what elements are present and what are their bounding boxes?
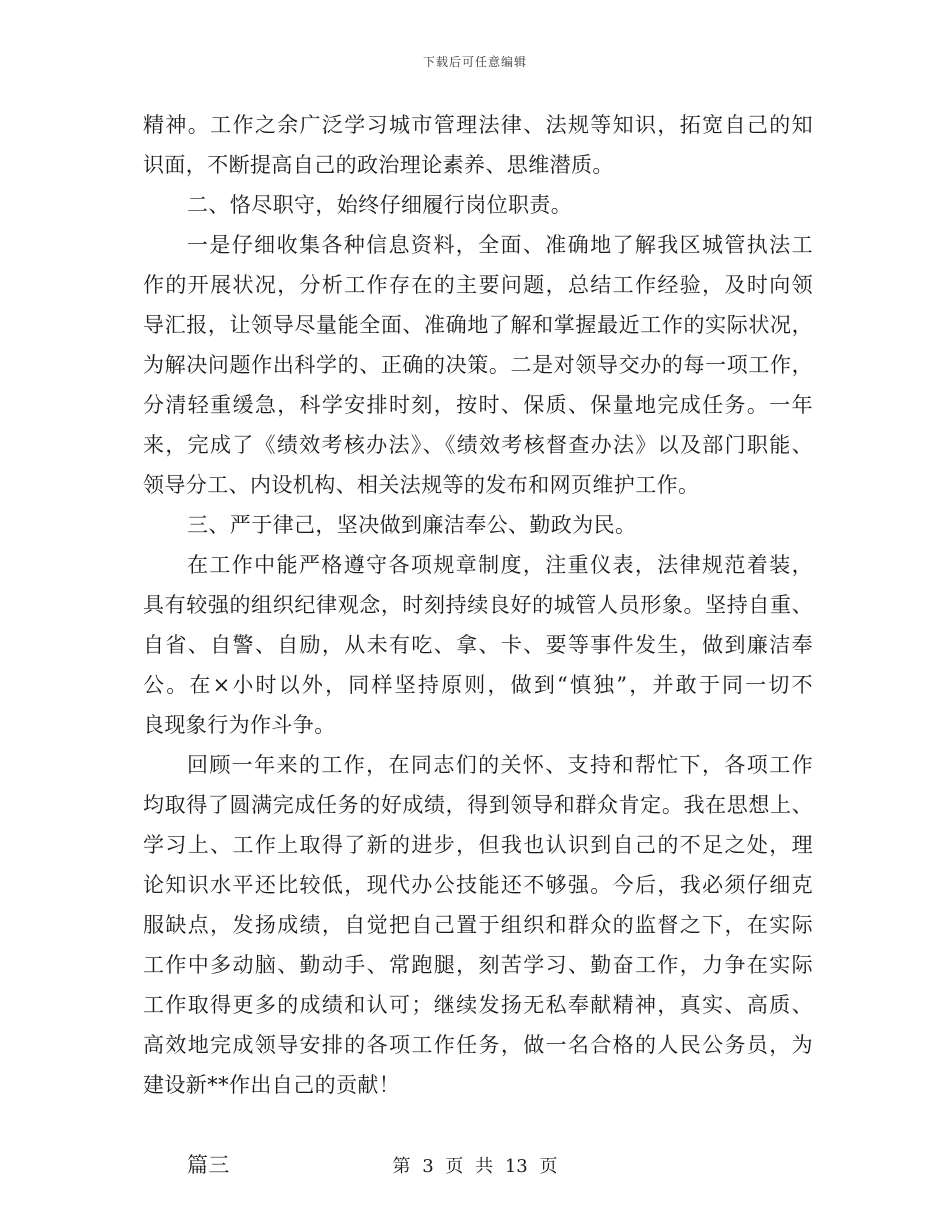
- body-line: 服缺点，发扬成绩，自觉把自己置于组织和群众的监督之下，在实际: [143, 913, 813, 937]
- body-line: 回顾一年来的工作，在同志们的关怀、支持和帮忙下，各项工作: [187, 753, 813, 777]
- body-line: 为解决问题作出科学的、正确的决策。二是对领导交办的每一项工作，: [143, 353, 813, 377]
- body-line: 具有较强的组织纪律观念，时刻持续良好的城管人员形象。坚持自重、: [143, 593, 813, 617]
- body-line: 论知识水平还比较低，现代办公技能还不够强。今后，我必须仔细克: [143, 873, 813, 897]
- document-body: [143, 105, 813, 1185]
- body-line: 均取得了圆满完成任务的好成绩，得到领导和群众肯定。我在思想上、: [143, 793, 813, 817]
- body-line: 精神。工作之余广泛学习城市管理法律、法规等知识，拓宽自己的知: [143, 113, 813, 137]
- body-line: 自省、自警、自励，从未有吃、拿、卡、要等事件发生，做到廉洁奉: [143, 633, 813, 657]
- section-heading: 三、严于律己，坚决做到廉洁奉公、勤政为民。: [187, 513, 637, 537]
- body-line: 导汇报，让领导尽量能全面、准确地了解和掌握最近工作的实际状况，: [143, 313, 813, 337]
- body-line: 公。在×小时以外，同样坚持原则，做到“慎独”，并敢于同一切不: [143, 673, 813, 697]
- body-line: 学习上、工作上取得了新的进步，但我也认识到自己的不足之处，理: [143, 833, 813, 857]
- body-line: 来，完成了《绩效考核办法》、《绩效考核督查办法》以及部门职能、: [143, 433, 813, 457]
- body-line: 高效地完成领导安排的各项工作任务，做一名合格的人民公务员，为: [143, 1033, 813, 1057]
- body-line: 建设新**作出自己的贡献！: [143, 1073, 401, 1097]
- page-footer: 第 3 页 共 13 页: [392, 1156, 558, 1177]
- body-line: 领导分工、内设机构、相关法规等的发布和网页维护工作。: [143, 473, 700, 497]
- body-line: 工作中多动脑、勤动手、常跑腿，刻苦学习、勤奋工作，力争在实际: [143, 953, 813, 977]
- body-line: 分清轻重缓急，科学安排时刻，按时、保质、保量地完成任务。一年: [143, 393, 813, 417]
- body-line: 工作取得更多的成绩和认可；继续发扬无私奉献精神，真实、高质、: [143, 993, 813, 1017]
- page-header: 下载后可任意编辑: [422, 55, 527, 69]
- body-line: 在工作中能严格遵守各项规章制度，注重仪表，法律规范着装，: [187, 553, 813, 577]
- section-title: 篇三: [187, 1153, 230, 1177]
- body-line: 识面，不断提高自己的政治理论素养、思维潜质。: [143, 153, 614, 177]
- section-heading: 二、恪尽职守，始终仔细履行岗位职责。: [187, 193, 573, 217]
- body-line: 一是仔细收集各种信息资料，全面、准确地了解我区城管执法工: [187, 233, 813, 257]
- blank-line: [143, 1105, 813, 1145]
- body-line: 良现象行为作斗争。: [143, 713, 336, 737]
- body-line: 作的开展状况，分析工作存在的主要问题，总结工作经验，及时向领: [143, 273, 813, 297]
